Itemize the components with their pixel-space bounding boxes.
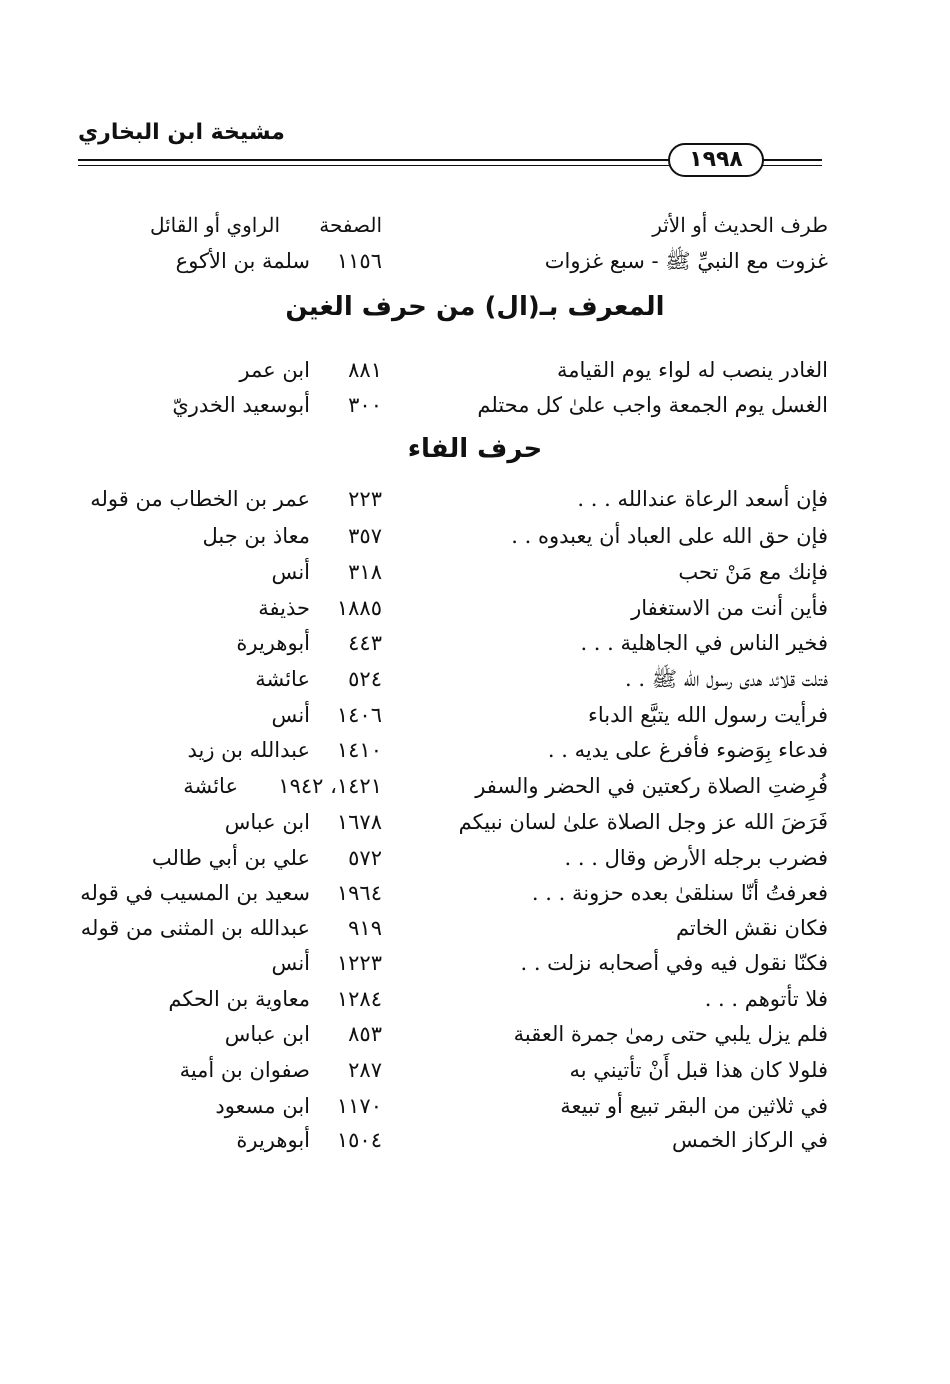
hadith-text: غزوت مع النبيِّ ﷺ - سبع غزوات xyxy=(544,249,828,273)
narrator-name: أنس xyxy=(271,560,310,584)
book-title: مشيخة ابن البخاري xyxy=(78,120,285,145)
index-row xyxy=(0,1125,950,1159)
section-heading-fa: حرف الفاء xyxy=(407,434,543,464)
narrator-name: أبوهريرة xyxy=(236,1128,310,1152)
hadith-text: فدعاء بِوَضوء فأفرغ على يديه . . xyxy=(547,738,828,762)
page-ref: ١٨٨٥ xyxy=(336,596,382,620)
hadith-text: فرأيت رسول الله يتبَّع الدباء xyxy=(588,703,828,727)
index-row xyxy=(0,735,950,769)
header-rule-left xyxy=(78,159,670,161)
page-ref: ١٥٠٤ xyxy=(336,1128,382,1152)
page-ref: ٣١٨ xyxy=(348,560,382,584)
page-ref: ٥٧٢ xyxy=(348,846,382,870)
narrator-name: أبوسعيد الخدريّ xyxy=(172,393,310,417)
index-row xyxy=(0,521,950,555)
hadith-text: في الركاز الخمس xyxy=(672,1128,828,1152)
narrator-name: ابن عمر xyxy=(239,358,310,382)
narrator-name: عبدالله بن زيد xyxy=(187,738,310,762)
index-row xyxy=(0,557,950,591)
index-row xyxy=(0,913,950,947)
narrator-name: سعيد بن المسيب في قوله xyxy=(80,881,310,905)
page-ref: ١٤٠٦ xyxy=(336,703,382,727)
page-ref: ٢٢٣ xyxy=(348,487,382,511)
index-row xyxy=(0,246,950,280)
hadith-text: فخير الناس في الجاهلية . . . xyxy=(580,631,828,655)
page-ref: ٤٤٣ xyxy=(348,631,382,655)
index-row xyxy=(0,1055,950,1089)
index-row xyxy=(0,593,950,627)
narrator-name: ابن عباس xyxy=(224,1022,310,1046)
hadith-text: فضرب برجله الأرض وقال . . . xyxy=(564,846,828,870)
hadith-text: فلا تأتوهم . . . xyxy=(704,987,828,1011)
hadith-text: فَرَضَ الله عز وجل الصلاة علىٰ لسان نبيكم xyxy=(458,810,828,834)
hadith-text: فأين أنت من الاستغفار xyxy=(631,596,828,620)
page-ref: ٨٨١ xyxy=(348,358,382,382)
index-row xyxy=(0,664,950,698)
hadith-text: الغسل يوم الجمعة واجب علىٰ كل محتلم xyxy=(477,393,828,417)
index-row xyxy=(0,390,950,424)
hadith-text: فلولا كان هذا قبل أَنْ تأتيني به xyxy=(569,1058,828,1082)
index-row xyxy=(0,807,950,841)
section-heading-ghayn: المعرف بـ(ال) من حرف الغين xyxy=(285,292,665,322)
narrator-name: حذيفة xyxy=(258,596,310,620)
page-ref: ١٤١٠ xyxy=(336,738,382,762)
narrator-name: عمر بن الخطاب من قوله xyxy=(90,487,310,511)
index-row xyxy=(0,984,950,1018)
hadith-text: فإنك مع مَنْ تحب xyxy=(678,560,828,584)
page-ref: ٣٠٠ xyxy=(348,393,382,417)
index-row xyxy=(0,1091,950,1125)
narrator-name: صفوان بن أمية xyxy=(179,1058,310,1082)
narrator-name: معاذ بن جبل xyxy=(202,524,310,548)
page-ref: ٨٥٣ xyxy=(348,1022,382,1046)
index-row xyxy=(0,355,950,389)
hadith-text: فإن حق الله على العباد أن يعبدوه . . xyxy=(511,524,828,548)
hadith-text: فعرفتُ أنّا سنلقىٰ بعده حزونة . . . xyxy=(531,881,828,905)
index-row xyxy=(0,628,950,662)
header-rule-left-thin xyxy=(78,165,670,166)
narrator-name: ابن عباس xyxy=(224,810,310,834)
index-row xyxy=(0,484,950,518)
narrator-name: عائشة xyxy=(255,667,310,691)
column-header-page: الصفحة xyxy=(319,213,382,237)
narrator-name: سلمة بن الأكوع xyxy=(175,249,310,273)
page-ref: ٩١٩ xyxy=(348,916,382,940)
index-row xyxy=(0,948,950,982)
hadith-text: فُرِضتِ الصلاة ركعتين في الحضر والسفر xyxy=(475,774,828,798)
page-ref: ١٦٧٨ xyxy=(336,810,382,834)
narrator-name: عائشة xyxy=(183,774,238,798)
index-row xyxy=(0,843,950,877)
narrator-name: أبوهريرة xyxy=(236,631,310,655)
page-ref: ٥٢٤ xyxy=(348,667,382,691)
hadith-text: فكان نقش الخاتم xyxy=(675,916,828,940)
index-row xyxy=(0,1019,950,1053)
page-ref: ١٩٦٤ xyxy=(336,881,382,905)
index-row xyxy=(0,700,950,734)
narrator-name: أنس xyxy=(271,951,310,975)
hadith-text: الغادر ينصب له لواء يوم القيامة xyxy=(556,358,828,382)
page-ref: ١١٧٠ xyxy=(336,1094,382,1118)
column-header-narrator: الراوي أو القائل xyxy=(149,213,280,237)
page-ref: ١٢٨٤ xyxy=(336,987,382,1011)
page-ref: ١١٥٦ xyxy=(336,249,382,273)
narrator-name: أنس xyxy=(271,703,310,727)
header-rule-right xyxy=(762,159,822,161)
narrator-name: معاوية بن الحكم xyxy=(168,987,310,1011)
narrator-name: عبدالله بن المثنى من قوله xyxy=(80,916,310,940)
page-ref: ٣٥٧ xyxy=(348,524,382,548)
column-header-hadith: طرف الحديث أو الأثر xyxy=(652,213,828,237)
hadith-text: في ثلاثين من البقر تبيع أو تبيعة xyxy=(560,1094,828,1118)
header-rule-right-thin xyxy=(762,165,822,166)
hadith-text: فتلت قلائد هدى رسول الله ﷺ . . xyxy=(625,667,828,691)
narrator-name: ابن مسعود xyxy=(215,1094,310,1118)
narrator-name: علي بن أبي طالب xyxy=(151,846,310,870)
hadith-text: فكنّا نقول فيه وفي أصحابه نزلت . . xyxy=(520,951,828,975)
page-ref: ١٢٢٣ xyxy=(336,951,382,975)
index-row xyxy=(0,878,950,912)
hadith-text: فلم يزل يلبي حتى رمىٰ جمرة العقبة xyxy=(513,1022,828,1046)
index-row xyxy=(0,771,950,805)
page-ref: ١٤٢١، ١٩٤٢ xyxy=(278,774,382,798)
page-number: ١٩٩٨ xyxy=(668,143,764,177)
hadith-text: فإن أسعد الرعاة عندالله . . . xyxy=(577,487,828,511)
page-ref: ٢٨٧ xyxy=(348,1058,382,1082)
